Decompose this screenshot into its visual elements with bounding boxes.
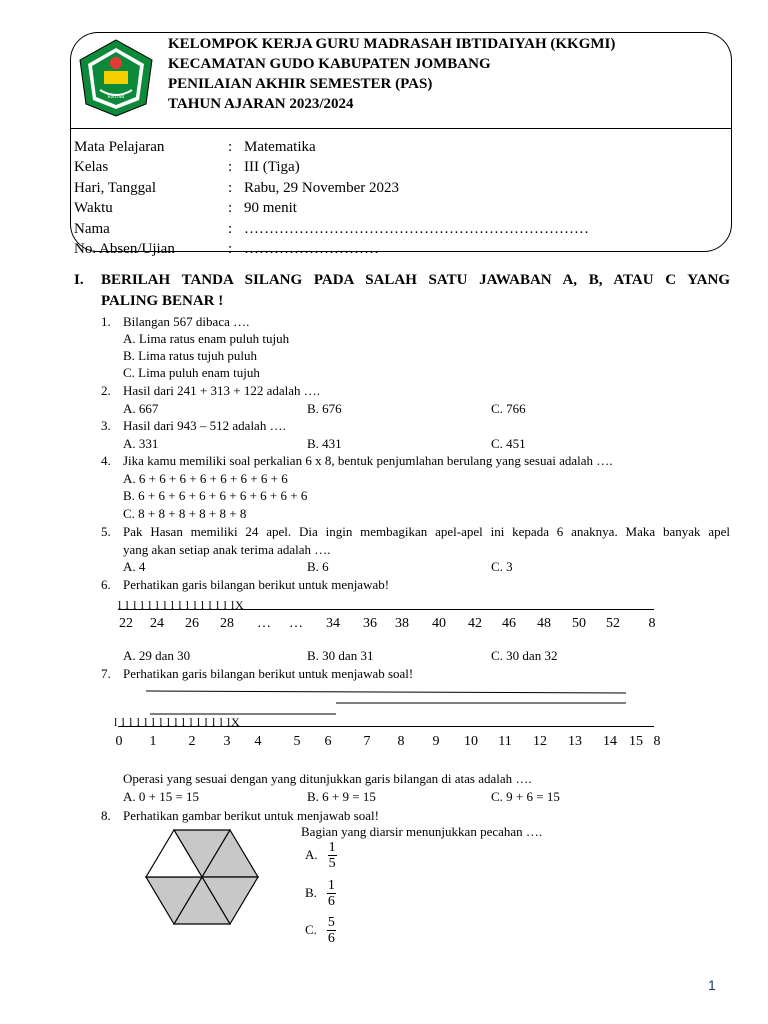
fraction [327,878,336,909]
hexagon-figure [140,822,264,932]
q5-option-c[interactable]: C. 3 [491,559,513,574]
header-line-2: KECAMATAN GUDO KABUPATEN JOMBANG [168,56,491,72]
q6-tick-label: 40 [432,616,446,631]
q2-option-b[interactable]: B. 676 [307,401,342,416]
q2-option-c[interactable]: C. 766 [491,401,526,416]
q7-tick-label: 1 [149,734,157,749]
q6-tick-label: 42 [468,616,482,631]
q5-option-a[interactable]: A. 4 [123,559,146,574]
q3-option-a[interactable]: A. 331 [123,436,159,451]
q8-option-a[interactable] [305,840,337,871]
q2-option-a[interactable]: A. 667 [123,401,159,416]
logo-text: KKGMI [107,95,125,100]
info-sep: : [228,159,233,175]
q6-tick-label: 24 [150,616,164,631]
info-value-time: 90 menit [244,200,297,216]
q7-tick-label: 10 [464,734,478,749]
q6-tick-label: 22 [119,616,133,631]
info-label-subject: Mata Pelajaran [74,139,165,155]
q7-tick-label: 15 [629,734,643,749]
section-number: I. [74,272,84,288]
numerator: 5 [327,915,335,930]
info-value-class: III (Tiga) [244,159,300,175]
info-value-date: Rabu, 29 November 2023 [244,180,399,196]
q8-question: Bagian yang diarsir menunjukkan pecahan …. [301,824,543,839]
q1-option-c[interactable]: C. Lima puluh enam tujuh [123,365,260,380]
q4-option-a[interactable]: A. 6 + 6 + 6 + 6 + 6 + 6 + 6 + 6 [123,471,288,486]
q1-option-a[interactable]: A. Lima ratus enam puluh tujuh [123,331,290,346]
info-sep: : [228,241,233,257]
q8-number: 8. [101,808,111,823]
q8-option-b[interactable] [305,878,336,909]
q6-tick-label: 28 [220,616,234,631]
q6-tick-label: 38 [395,616,409,631]
kkgmi-logo [76,38,156,118]
absen-field[interactable]: ……………………… [244,241,379,257]
q7-tick-label: 4 [254,734,262,749]
info-value-subject: Matematika [244,139,316,155]
q2-number: 2. [101,383,111,398]
q7-question: Operasi yang sesuai dengan yang ditunjukkan garis bilangan di atas adalah …. [123,771,532,786]
q7-option-c[interactable]: C. 9 + 6 = 15 [491,789,560,804]
q6-tick-label: 26 [185,616,199,631]
q6-tick-label: 52 [606,616,620,631]
q6-option-c[interactable]: C. 30 dan 32 [491,648,558,663]
q6-tick-label: 50 [572,616,586,631]
q6-tick-label: 46 [502,616,516,631]
q7-tick-label: 5 [293,734,301,749]
q7-tick-label: 6 [324,734,332,749]
q7-tick-label: 9 [432,734,440,749]
section-title-2: PALING BENAR ! [101,293,224,309]
q8-option-c[interactable] [305,915,336,946]
section-title-1: BERILAH TANDA SILANG PADA SALAH SATU JAWABAN A, B, ATAU C YANG [101,272,730,288]
q4-option-c[interactable]: C. 8 + 8 + 8 + 8 + 8 + 8 [123,506,247,521]
info-label-absen: No. Absen/Ujian [74,241,175,257]
q8-text: Perhatikan gambar berikut untuk menjawab soal! [123,808,379,823]
fraction [328,840,337,871]
q3-number: 3. [101,418,111,433]
denominator: 6 [327,931,335,946]
option-letter: B. [305,885,317,901]
q3-text: Hasil dari 943 – 512 adalah …. [123,418,286,433]
fraction [327,915,336,946]
q7-tick-label: 7 [363,734,371,749]
info-label-time: Waktu [74,200,113,216]
q7-tick-label: 11 [498,734,512,749]
numerator: 1 [327,878,335,893]
q5-option-b[interactable]: B. 6 [307,559,329,574]
q7-option-a[interactable]: A. 0 + 15 = 15 [123,789,200,804]
q7-tick-marks: l l l l l l l l l l l l l l l lX [114,715,241,729]
q7-tick-label: 0 [115,734,123,749]
option-letter: A. [305,847,318,863]
numerator: 1 [328,840,336,855]
q7-tick-label: 8 [653,734,661,749]
q1-option-b[interactable]: B. Lima ratus tujuh puluh [123,348,257,363]
q3-option-c[interactable]: C. 451 [491,436,526,451]
q7-option-b[interactable]: B. 6 + 9 = 15 [307,789,376,804]
q6-tick-label: 48 [537,616,551,631]
q5-text-1: Pak Hasan memiliki 24 apel. Dia ingin membagikan apel-apel ini kepada 6 anaknya. Maka banyak apel [123,524,730,539]
q6-text: Perhatikan garis bilangan berikut untuk menjawab! [123,577,390,592]
q6-tick-label: … [257,616,271,631]
denominator: 6 [327,894,335,909]
q7-tick-label: 13 [568,734,582,749]
q6-tick-label: 34 [326,616,340,631]
q7-number: 7. [101,666,111,681]
q6-tick-label: … [289,616,303,631]
q7-tick-label: 14 [603,734,617,749]
page-number: 1 [708,977,716,993]
q7-text: Perhatikan garis bilangan berikut untuk menjawab soal! [123,666,414,681]
info-label-class: Kelas [74,159,109,175]
info-sep: : [228,200,233,216]
header-line-4: TAHUN AJARAN 2023/2024 [168,96,354,112]
info-sep: : [228,180,233,196]
q6-tick-label: 8 [648,616,656,631]
q7-tick-label: 3 [223,734,231,749]
q2-text: Hasil dari 241 + 313 + 122 adalah …. [123,383,320,398]
q3-option-b[interactable]: B. 431 [307,436,342,451]
q6-number: 6. [101,577,111,592]
q6-tick-label: 36 [363,616,377,631]
name-field[interactable]: …………………………………………………………… [244,221,589,237]
q6-tick-marks: l l l l l l l l l l l l l l l lX [118,598,245,612]
q5-text-2: yang akan setiap anak terima adalah …. [123,542,331,557]
q7-tick-label: 2 [188,734,196,749]
info-label-date: Hari, Tanggal [74,180,156,196]
header-line-3: PENILAIAN AKHIR SEMESTER (PAS) [168,76,433,92]
q4-option-b[interactable]: B. 6 + 6 + 6 + 6 + 6 + 6 + 6 + 6 + 6 [123,488,308,503]
q6-option-b[interactable]: B. 30 dan 31 [307,648,374,663]
q7-tick-label: 8 [397,734,405,749]
q5-number: 5. [101,524,111,539]
info-label-name: Nama [74,221,110,237]
q7-tick-label: 12 [533,734,547,749]
info-sep: : [228,221,233,237]
option-letter: C. [305,922,317,938]
q1-text: Bilangan 567 dibaca …. [123,314,250,329]
q4-number: 4. [101,453,111,468]
q4-text: Jika kamu memiliki soal perkalian 6 x 8, bentuk penjumlahan berulang yang sesuai adalah …. [123,453,613,468]
q1-number: 1. [101,314,111,329]
info-sep: : [228,139,233,155]
q6-option-a[interactable]: A. 29 dan 30 [123,648,191,663]
header-line-1: KELOMPOK KERJA GURU MADRASAH IBTIDAIYAH (KKGMI) [168,36,616,52]
denominator: 5 [328,856,336,871]
